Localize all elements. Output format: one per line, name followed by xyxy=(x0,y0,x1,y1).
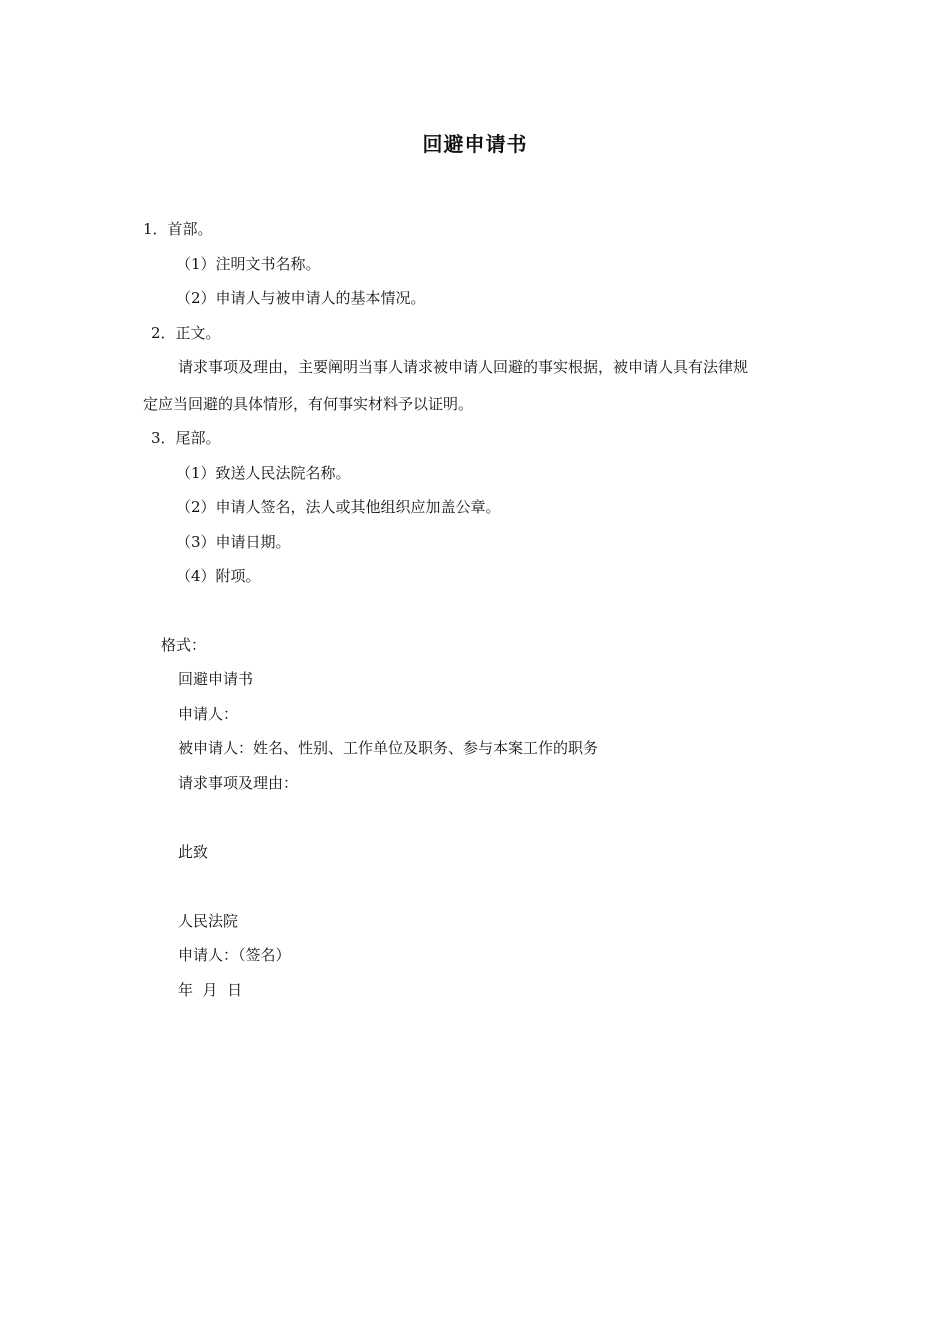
section-3-item-3: （3）申请日期。 xyxy=(176,533,291,551)
format-request: 请求事项及理由： xyxy=(178,774,299,792)
format-applicant: 申请人： xyxy=(178,705,239,723)
format-date: 年 月 日 xyxy=(178,981,243,999)
format-respondent: 被申请人：姓名、性别、工作单位及职务、参与本案工作的职务 xyxy=(178,739,599,757)
format-court: 人民法院 xyxy=(178,912,239,930)
format-label: 格式： xyxy=(161,636,207,654)
section-2-paragraph-line-2: 定应当回避的具体情形，有何事实材料予以证明。 xyxy=(143,395,474,413)
section-3-item-1: （1）致送人民法院名称。 xyxy=(176,464,351,482)
format-doc-title: 回避申请书 xyxy=(178,670,254,688)
section-2-heading: 2．正文。 xyxy=(151,324,221,342)
section-3-heading: 3．尾部。 xyxy=(151,429,221,447)
section-2-paragraph-line-1: 请求事项及理由，主要阐明当事人请求被申请人回避的事实根据，被申请人具有法律规 xyxy=(178,358,749,376)
section-1-item-2: （2）申请人与被申请人的基本情况。 xyxy=(176,289,426,307)
section-1-heading: 1．首部。 xyxy=(143,220,213,238)
section-3-item-4: （4）附项。 xyxy=(176,567,261,585)
section-3-item-2: （2）申请人签名，法人或其他组织应加盖公章。 xyxy=(176,498,501,516)
section-1-item-1: （1）注明文书名称。 xyxy=(176,255,321,273)
document-title: 回避申请书 xyxy=(422,132,528,156)
format-signature: 申请人：（签名） xyxy=(178,946,291,964)
format-salutation: 此致 xyxy=(178,843,209,861)
